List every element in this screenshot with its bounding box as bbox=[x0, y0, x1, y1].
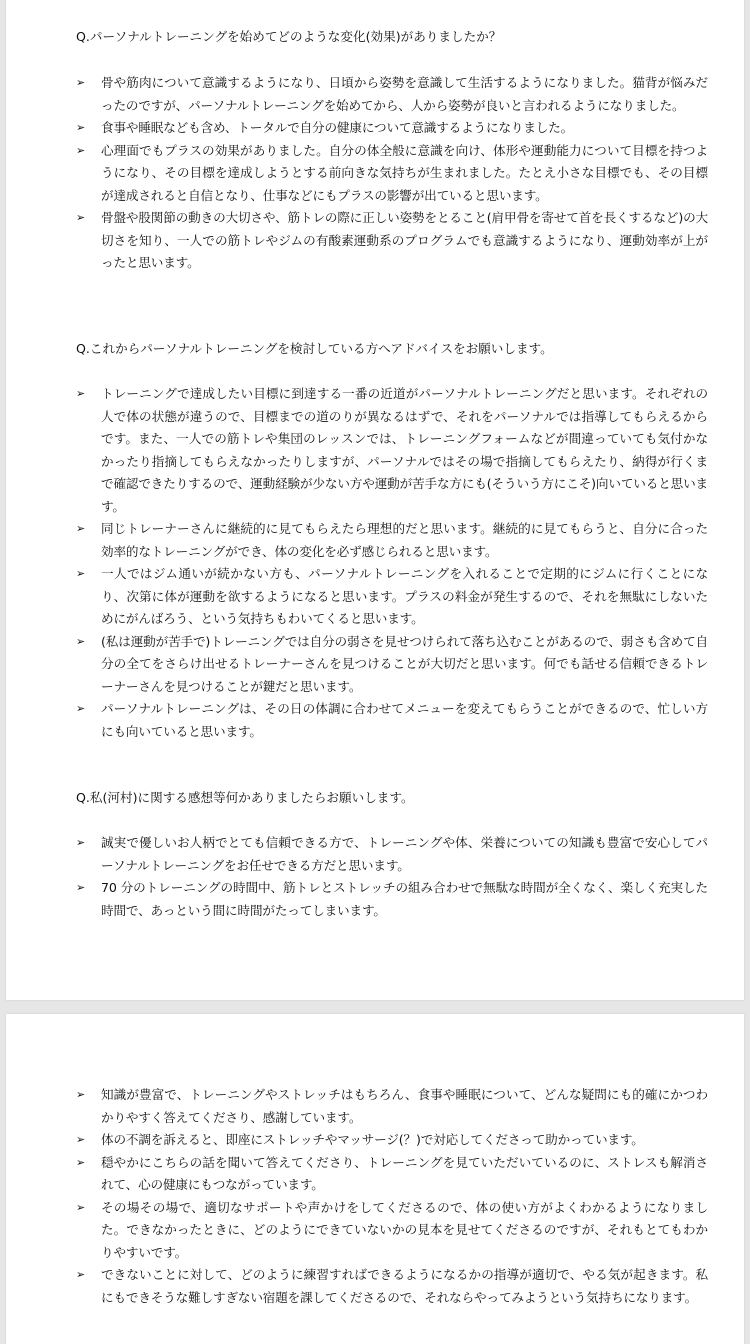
list-item bbox=[6, 117, 744, 140]
arrow-bullet-icon: ➢ bbox=[76, 634, 86, 648]
arrow-bullet-icon: ➢ bbox=[76, 881, 86, 894]
list-item bbox=[6, 832, 744, 877]
list-item bbox=[6, 563, 744, 631]
arrow-bullet-icon: ➢ bbox=[76, 121, 86, 134]
question-1: Q.パーソナルトレーニングを始めてどのような変化(効果)がありましたか？ bbox=[76, 29, 502, 44]
arrow-bullet-icon: ➢ bbox=[76, 387, 86, 400]
list-item bbox=[6, 140, 744, 208]
list-item bbox=[6, 72, 744, 117]
arrow-bullet-icon: ➢ bbox=[76, 836, 86, 849]
answer-text: その場その場で、適切なサポートや声かけをしてくださるので、体の使い方がよくわかるようになりました。できなかったときに、どのようにできていないかの見本を見せてくださるのですが、それもとてもわかりやすいです。 bbox=[101, 1199, 708, 1260]
arrow-bullet-icon: ➢ bbox=[76, 211, 86, 224]
arrow-bullet-icon: ➢ bbox=[76, 143, 86, 157]
answer-list-3-continued bbox=[6, 1084, 744, 1309]
answer-list-1 bbox=[6, 72, 744, 275]
arrow-bullet-icon: ➢ bbox=[76, 76, 86, 89]
list-item bbox=[6, 877, 744, 922]
answer-text: 骨や筋肉について意識するようになり、日頃から姿勢を意識して生活するようになりました。猫背が悩みだったのですが、パーソナルトレーニングを始めてから、人から姿勢が良いと言われるようになりました。 bbox=[101, 75, 708, 113]
list-item bbox=[6, 1197, 744, 1265]
answer-text: (私は運動が苦手で)トレーニングでは自分の弱さを見せつけられて落ち込むことがあるので、弱さも含めて自分の全てをさらけ出せるトレーナーさんを見つけることが大切だと思います。何でも話せる信頼できるトレーナーさんを見つけることが鍵だと思います。 bbox=[101, 633, 708, 694]
answer-text: 一人ではジム通いが続かない方も、パーソナルトレーニングを入れることで定期的にジムに行くことになり、次第に体が運動を欲するようになると思います。プラスの料金が発生するので、それを無駄にしないためにがんばろう、という気持ちもわいてくると思います。 bbox=[101, 566, 708, 626]
list-item bbox=[6, 1264, 744, 1309]
document-page-1 bbox=[6, 0, 744, 1000]
arrow-bullet-icon: ➢ bbox=[76, 567, 86, 580]
answer-text: 穏やかにこちらの話を聞いて答えてくださり、トレーニングを見ていただいているのに、ストレスも解消されて、心の健康にもつながっています。 bbox=[101, 1154, 708, 1192]
list-item bbox=[6, 698, 744, 743]
answer-text: 同じトレーナーさんに継続的に見てもらえたら理想的だと思います。継続的に見てもらうと、自分に合った効率的なトレーニングができ、体の変化を必ず感じられると思います。 bbox=[101, 521, 708, 559]
answer-text: 食事や睡眠なども含め、トータルで自分の健康について意識するようになりました。 bbox=[101, 120, 574, 135]
answer-list-3 bbox=[6, 832, 744, 922]
answer-text: できないことに対して、どのように練習すればできるようになるかの指導が適切で、やる気が起きます。私にもできそうな難しすぎない宿題を課してくださるので、それならやってみようという気持ちになります。 bbox=[101, 1267, 708, 1305]
arrow-bullet-icon: ➢ bbox=[76, 1155, 86, 1169]
list-item bbox=[6, 383, 744, 518]
answer-text: 心理面でもプラスの効果がありました。自分の体全般に意識を向け、体形や運動能力について目標を持つようになり、その目標を達成しようとする前向きな気持ちが生まれました。たとえ小さな目標でも、その目標が達成されると自信となり、仕事などにもプラスの影響が出ていると思います。 bbox=[101, 142, 708, 203]
answer-text: 骨盤や股関節の動きの大切さや、筋トレの際に正しい姿勢をとること(肩甲骨を寄せて首を長くするなど)の大切さを知り、一人での筋トレやジムの有酸素運動系のプログラムでも意識するようになり、運動効率が上がったと思います。 bbox=[101, 210, 708, 270]
document-page-2 bbox=[6, 1014, 744, 1344]
list-item bbox=[6, 1129, 744, 1152]
arrow-bullet-icon: ➢ bbox=[76, 1133, 86, 1146]
list-item bbox=[6, 631, 744, 699]
question-2: Q.これからパーソナルトレーニングを検討している方へアドバイスをお願いします。 bbox=[76, 341, 553, 356]
list-item bbox=[6, 1152, 744, 1197]
list-item bbox=[6, 207, 744, 275]
arrow-bullet-icon: ➢ bbox=[76, 1268, 86, 1281]
arrow-bullet-icon: ➢ bbox=[76, 522, 86, 535]
question-3: Q.私(河村)に関する感想等何かありましたらお願いします。 bbox=[76, 790, 414, 805]
answer-text: 70 分のトレーニングの時間中、筋トレとストレッチの組み合わせで無駄な時間が全くなく、楽しく充実した時間で、あっという間に時間がたってしまいます。 bbox=[101, 880, 708, 918]
answer-text: 知識が豊富で、トレーニングやストレッチはもちろん、食事や睡眠について、どんな疑問にも的確にかつわかりやすく答えてくださり、感謝しています。 bbox=[101, 1087, 708, 1125]
answer-text: 誠実で優しいお人柄でとても信頼できる方で、トレーニングや体、栄養についての知識も豊富で安心してパーソナルトレーニングをお任せできる方だと思います。 bbox=[101, 835, 708, 873]
answer-list-2 bbox=[6, 383, 744, 743]
answer-text: トレーニングで達成したい目標に到達する一番の近道がパーソナルトレーニングだと思います。それぞれの人で体の状態が違うので、目標までの道のりが異なるはずで、それをパーソナルでは指導してもらえるからです。また、一人での筋トレや集団のレッスンでは、トレーニングフォームなどが間違っていても気付かなかったり指摘してもらえなかったりしますが、パーソナルではその場で指摘してもらえたり、納得が行くまで確認できたりするので、運動経験が少ない方や運動が苦手な方にも(そういう方にこそ)向いていると思います。 bbox=[101, 386, 708, 514]
arrow-bullet-icon: ➢ bbox=[76, 1200, 86, 1214]
arrow-bullet-icon: ➢ bbox=[76, 1088, 86, 1101]
list-item bbox=[6, 1084, 744, 1129]
answer-text: 体の不調を訴えると、即座にストレッチやマッサージ(？)で対応してくださって助かっています。 bbox=[101, 1132, 644, 1147]
list-item bbox=[6, 518, 744, 563]
answer-text: パーソナルトレーニングは、その日の体調に合わせてメニューを変えてもらうことができるので、忙しい方にも向いていると思います。 bbox=[101, 701, 708, 739]
arrow-bullet-icon: ➢ bbox=[76, 702, 86, 715]
